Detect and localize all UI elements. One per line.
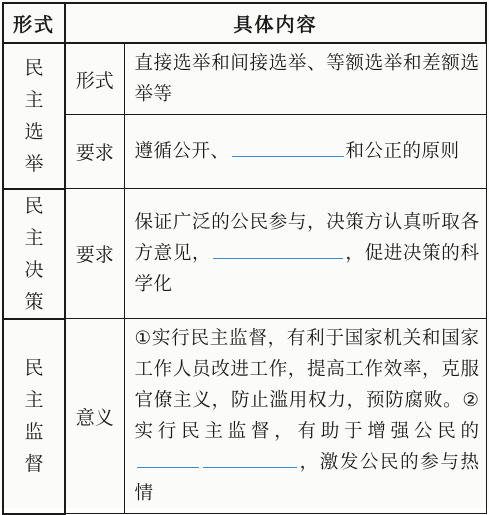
table-row: [3, 189, 486, 319]
content-election-form: 直接选举和间接选举、等额选举和差额选举等: [124, 43, 486, 115]
table-row: [3, 115, 486, 189]
label-election-requirement: 要求: [65, 115, 124, 189]
fill-blank-1[interactable]: [232, 155, 344, 157]
header-form: 形式: [3, 3, 65, 43]
group-supervision: 民主监督: [3, 319, 65, 514]
fill-blank-3-continued[interactable]: [203, 466, 297, 468]
content-supervision: [124, 319, 486, 514]
header-content: 具体内容: [65, 3, 486, 43]
table-row: [3, 43, 486, 115]
label-supervision-meaning: 意义: [65, 319, 124, 514]
fill-blank-3[interactable]: [137, 466, 199, 468]
supervision-text-a: ①实行民主监督，有利于国家机关和国家工作人员改进工作，提高工作效率，克服官僚主义，防止滥用权力，预防腐败。②实行民主监督，有助于增强公民的: [134, 328, 480, 442]
content-decision: [124, 189, 486, 319]
label-decision-requirement: 要求: [65, 189, 124, 319]
democracy-table: [2, 2, 487, 515]
election-requirement-text-b: 和公正的原则: [345, 141, 460, 162]
group-election: 民主选举: [3, 43, 65, 189]
label-election-form: 形式: [65, 43, 124, 115]
table-header-row: [3, 3, 486, 43]
supervision-text-b: ，激发公民的参与热情: [134, 452, 480, 504]
decision-text-b: ，促进决策的科学化: [134, 243, 480, 295]
group-decision: 民主决策: [3, 189, 65, 319]
decision-text-a: 保证广泛的公民参与，决策方认真听取各方意见，: [134, 212, 480, 264]
fill-blank-2[interactable]: [213, 257, 343, 259]
table-row: [3, 319, 486, 514]
content-election-requirement: [124, 115, 486, 189]
election-requirement-text-a: 遵循公开、: [134, 141, 230, 162]
